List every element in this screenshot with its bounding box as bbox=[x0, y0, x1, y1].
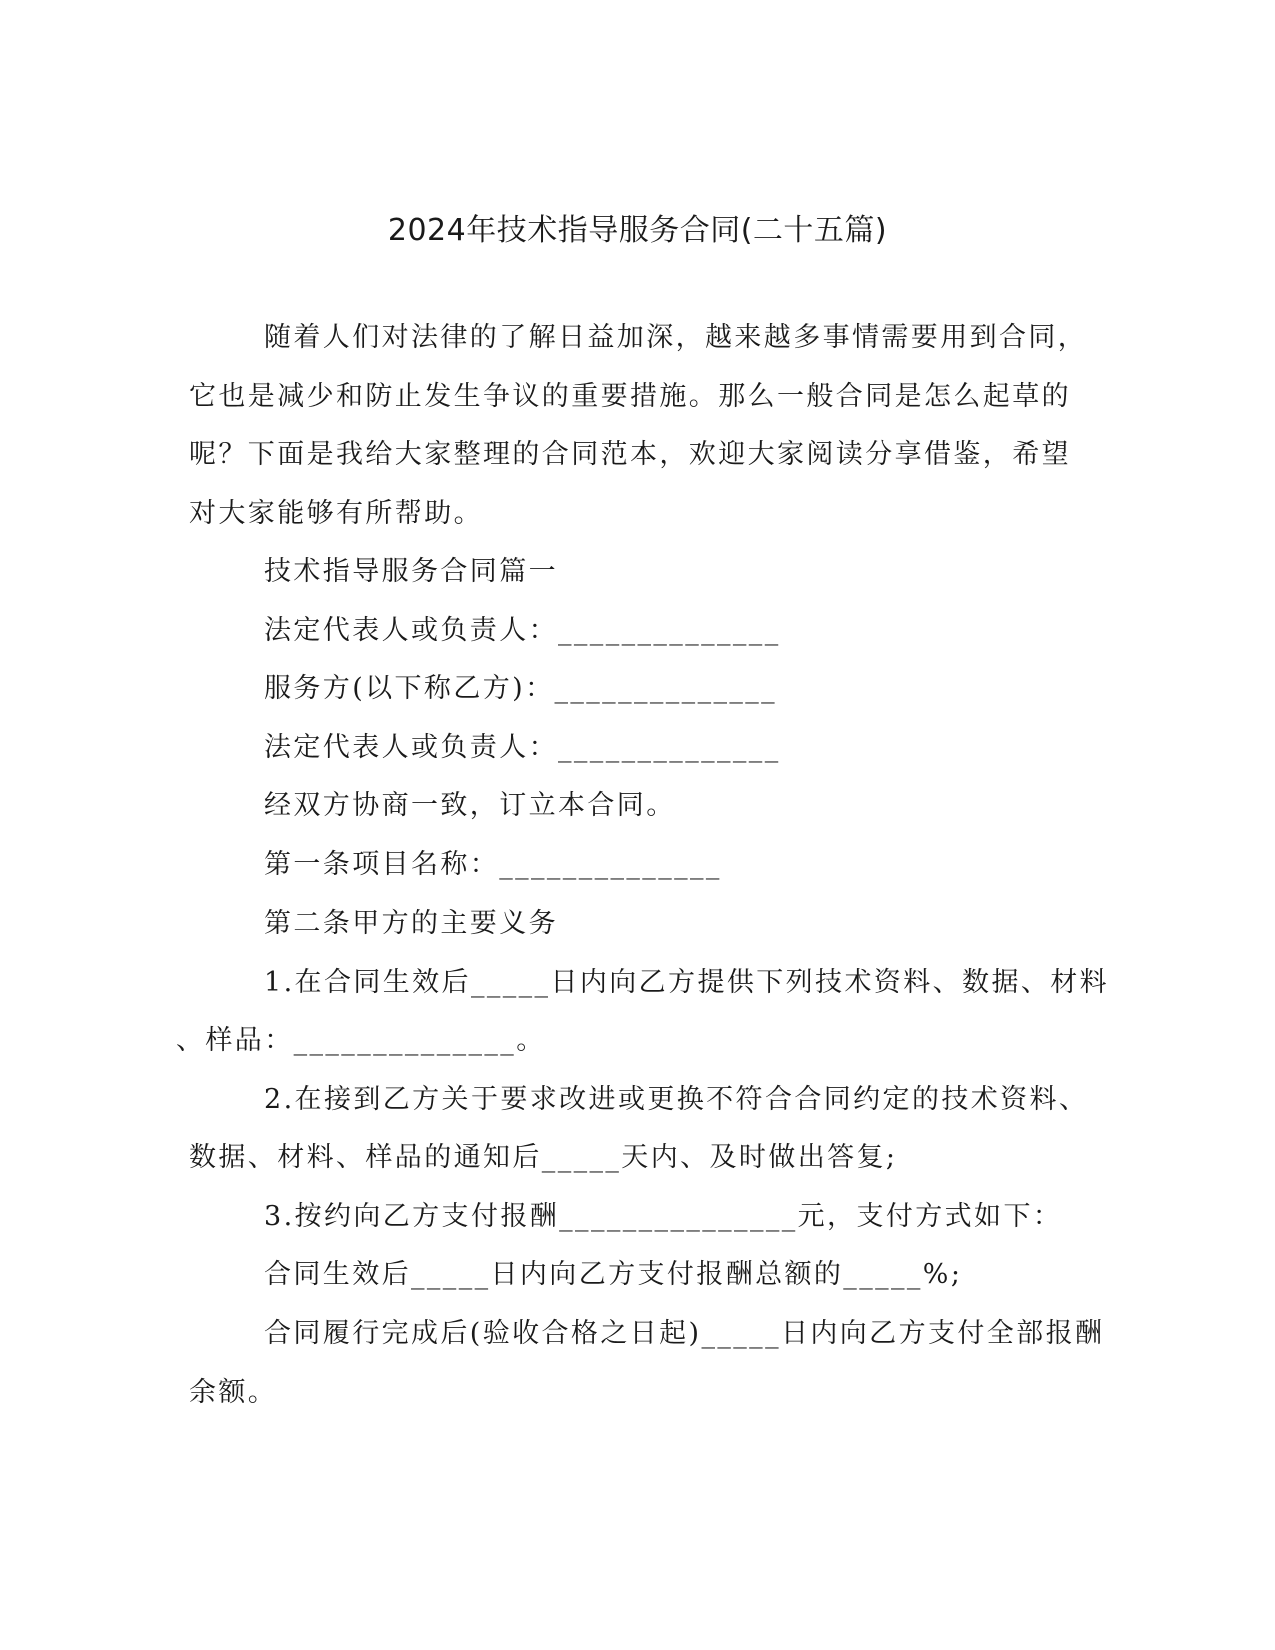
intro-paragraph-line: 它也是减少和防止发生争议的重要措施。那么一般合同是怎么起草的 bbox=[189, 381, 1071, 412]
party-line: 法定代表人或负责人：______________ bbox=[264, 732, 781, 763]
item-three-line: 3.按约向乙方支付报酬_______________元，支付方式如下： bbox=[264, 1201, 1063, 1232]
intro-paragraph-line: 对大家能够有所帮助。 bbox=[189, 498, 483, 529]
item-two-line: 2.在接到乙方关于要求改进或更换不符合合同约定的技术资料、 bbox=[264, 1084, 1089, 1115]
item-one-line: 1.在合同生效后_____日内向乙方提供下列技术资料、数据、材料 bbox=[264, 967, 1110, 998]
article-two: 第二条甲方的主要义务 bbox=[264, 908, 558, 939]
section-heading: 技术指导服务合同篇一 bbox=[264, 556, 558, 587]
agreement-line: 经双方协商一致，订立本合同。 bbox=[264, 790, 676, 821]
article-one: 第一条项目名称：______________ bbox=[264, 849, 722, 880]
item-two-line: 数据、材料、样品的通知后_____天内、及时做出答复; bbox=[189, 1142, 898, 1173]
payment-line: 合同生效后_____日内向乙方支付报酬总额的_____%; bbox=[264, 1259, 963, 1290]
payment-line: 余额。 bbox=[189, 1377, 278, 1408]
party-line: 服务方(以下称乙方)：______________ bbox=[264, 673, 778, 704]
intro-paragraph-line: 随着人们对法律的了解日益加深，越来越多事情需要用到合同， bbox=[264, 322, 1088, 353]
payment-line: 合同履行完成后(验收合格之日起)_____日内向乙方支付全部报酬 bbox=[264, 1318, 1105, 1349]
document-title: 2024年技术指导服务合同(二十五篇) bbox=[387, 213, 888, 248]
intro-paragraph-line: 呢？下面是我给大家整理的合同范本，欢迎大家阅读分享借鉴，希望 bbox=[189, 439, 1071, 470]
item-one-line: 、样品：______________。 bbox=[176, 1025, 546, 1056]
party-line: 法定代表人或负责人：______________ bbox=[264, 615, 781, 646]
